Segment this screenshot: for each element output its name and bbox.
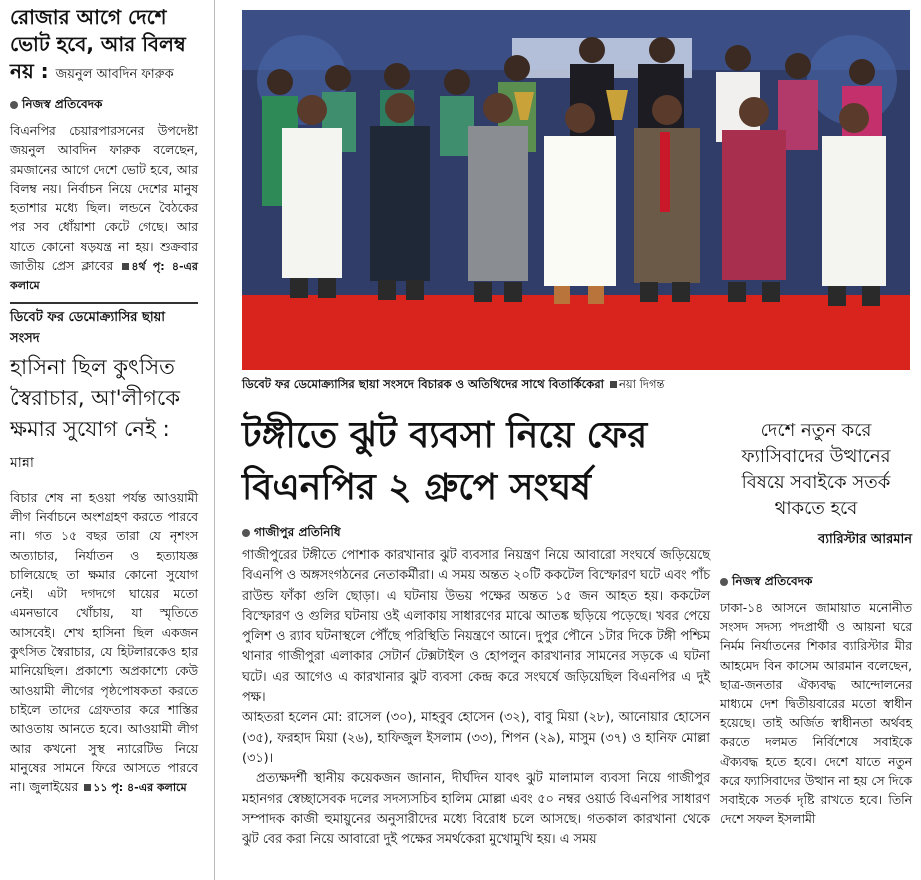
story1-jump-text: ৪র্থ পৃ: ৪-এর কলামে — [10, 260, 198, 293]
story2-kicker: ডিবেট ফর ডেমোক্র্যাসির ছায়া সংসদ — [10, 309, 166, 346]
main-headline[interactable] — [242, 410, 702, 514]
story1-speaker: জয়নুল আবদিন ফারুক — [55, 67, 174, 82]
right-body: ঢাকা-১৪ আসনে জামায়াত মনোনীত সংসদ সদস্য পদপ্রার্থী ও আয়না ঘরে নির্মম নির্যাতনের শিকার ব্যারিস্টার মীর আহমেদ বিন কাসেম আরমান বলেছেন, ছাত্র-জনতার ঐক্যবদ্ধ আন্দোলনের মাধ্যমে দেশ দ্বিতীয়বারের মতো স্বাধীন হয়েছে। তাই অর্জিত স্বাধীনতা অর্থবহ করতে দলমত নির্বিশেষে সবাইকে ঐক্যবদ্ধ হতে হবে। দেশে যাতে নতুন করে ফ্যাসিবাদের উত্থান না হয় সে দিকে সবাইকে সতর্ক দৃষ্টি রাখতে হবে। তিনি দেশে সফল ইসলামী — [720, 601, 912, 827]
story1-headline[interactable] — [10, 4, 198, 88]
section-divider — [10, 302, 198, 304]
photo-credit: নয়া দিগন্ত — [619, 377, 665, 391]
story1-byline-text: নিজস্ব প্রতিবেদক — [22, 97, 103, 111]
right-byline — [720, 573, 912, 593]
story1-byline — [10, 96, 198, 116]
main-paragraph: প্রত্যক্ষদর্শী স্থানীয় কয়েকজন জানান, দীর্ঘদিন যাবৎ ঝুট মালামাল ব্যবসা নিয়ে গাজীপুর মহানগর স্বেচ্ছাসেবক দলের সদস্যসচিব হালিম মোল্লা এবং ৫০ নম্বর ওয়ার্ড বিএনপির সাধারণ সম্পাদক কাজী হুমায়ুনের অনুসারীদের মধ্যে বিরোধ চলে আসছে। গতকাল কারখানা থেকে ঝুট বের করা নিয়ে আবারো দুই পক্ষের সমর্থকেরা মুখোমুখি হয়। এ সময় — [242, 771, 710, 848]
right-byline-text: নিজস্ব প্রতিবেদক — [732, 574, 813, 588]
square-icon — [84, 784, 91, 791]
group-photo[interactable] — [242, 10, 910, 370]
story2-headline-text: হাসিনা ছিল কুৎসিত স্বৈরাচার, আ'লীগকে ক্ষমার সুযোগ নেই : — [10, 354, 181, 441]
story1-body — [10, 122, 198, 296]
group-photo-illustration — [242, 10, 910, 370]
story2-jump-text: ১১ পৃ: ৪-এর কলামে — [93, 781, 187, 795]
story1-body-text: বিএনপির চেয়ারপারসনের উপদেষ্টা জয়নুল আবদিন ফারুক বলেছেন, রমজানের আগে দেশে ভোট হবে, আর বিলম্ব নয়। নির্বাচন নিয়ে দেশের মানুষ হতাশার মধ্যে ছিল। লন্ডনে বৈঠকের পর সব ধোঁয়াশা কেটে গেছে। আর যাতে কোনো ষড়যন্ত্র না হয়। শুক্রবার জাতীয় প্রেস ক্লাবের — [10, 124, 198, 274]
main-byline — [242, 524, 702, 544]
bullet-icon — [242, 529, 250, 537]
main-paragraph: গাজীপুরের টঙ্গীতে পোশাক কারখানার ঝুট ব্যবসার নিয়ন্ত্রণ নিয়ে আবারো সংঘর্ষে জড়িয়েছে বিএনপি ও অঙ্গসংগঠনের নেতাকর্মীরা। এ সময় অন্তত ২০টি ককটেল বিস্ফোরণ ঘটে এবং পাঁচ রাউন্ড ফাঁকা গুলি ছোড়া। এ ঘটনায় উভয় পক্ষের অন্তত ১৫ জন আহত হয়। ককটেল বিস্ফোরণ ও গুলির ঘটনায় ওই এলাকায় সাধারণের মাঝে আতঙ্ক ছড়িয়ে পড়েছে। খবর পেয়ে পুলিশ ও র‌্যাব ঘটনাস্থলে পৌঁছে পরিস্থিতি নিয়ন্ত্রণে আনে। দুপুর পৌনে ১টার দিকে টঙ্গী পশ্চিম থানার গাজীপুরা এলাকার সেটার্ন টেক্সটাইল ও হোপলুন কারখানার সামনের সড়কে এ ঘটনা ঘটে। এর আগেও এ কারখানার ঝুট ব্যবসা কেন্দ্র করে সংঘর্ষে জড়িয়েছিল বিএনপির এ দুই পক্ষ। — [242, 548, 710, 706]
main-byline-text: গাজীপুর প্রতিনিধি — [254, 525, 341, 539]
story2-speaker: মান্না — [10, 454, 34, 471]
left-column — [0, 0, 206, 880]
square-icon — [610, 381, 617, 388]
story1-headline-text: রোজার আগে দেশে ভোট হবে, আর বিলম্ব নয় : — [10, 5, 186, 83]
story2-jump[interactable] — [82, 781, 186, 794]
right-story — [720, 418, 912, 829]
photo-caption-text: ডিবেট ফর ডেমোক্র্যাসির ছায়া সংসদে বিচারক ও অতিথিদের সাথে বিতার্কিকেরা — [242, 377, 604, 391]
right-author: ব্যারিস্টার আরমান — [818, 532, 912, 547]
main-body — [242, 546, 710, 850]
column-divider — [214, 0, 215, 880]
main-headline-line1: টঙ্গীতে ঝুট ব্যবসা নিয়ে ফের — [242, 415, 648, 456]
square-icon — [122, 263, 129, 270]
story2-headline[interactable] — [10, 352, 198, 479]
story2-body-text: বিচার শেষ না হওয়া পর্যন্ত আওয়ামী লীগ নির্বাচনে অংশগ্রহণ করতে পারবে না। গত ১৫ বছর তারা যে নৃশংস অত্যাচার, নির্যাতন ও হত্যাযজ্ঞ চালিয়েছে তা ক্ষমার কোনো সুযোগ নেই। এটা দগদগে ঘায়ের মতো এমনভাবে খোঁচায়, যা স্মৃতিতে আসবেই। শেখ হাসিনা ছিল একজন কুৎসিত স্বৈরাচার, যে হিটলারকেও হার মানিয়েছিল। প্রকাশ্যে অপ্রকাশ্যে কেউ আওয়ামী লীগের পৃষ্ঠপোষকতা করতে চাইলে তাদের গ্রেফতার করে শাস্তির আওতায় আনতে হবে। আওয়ামী লীগ আর কখনো সুস্থ ন্যারেটিভ নিয়ে মানুষের সামনে ফিরে আসতে পারবে না। জুলাইয়ের — [10, 490, 198, 795]
photo-caption — [242, 376, 910, 394]
main-paragraph: আহতরা হলেন মো: রাসেল (৩০), মাহবুব হোসেন (৩২), বাবু মিয়া (২৮), আনোয়ার হোসেন (৩৫), ফরহাদ মিয়া (২৬), হাফিজুল ইসলাম (৩৩), শিপন (২৯), মাসুম (৩৭) ও হানিফ মোল্লা (৩১)। — [242, 710, 710, 766]
bullet-icon — [10, 101, 18, 109]
main-headline-line2: বিএনপির ২ গ্রুপে সংঘর্ষ — [242, 467, 591, 508]
right-headline[interactable]: দেশে নতুন করে ফ্যাসিবাদের উত্থানের বিষয়ে সবাইকে সতর্ক থাকতে হবে — [741, 420, 891, 519]
story2-body — [10, 489, 198, 798]
bullet-icon — [720, 578, 728, 586]
